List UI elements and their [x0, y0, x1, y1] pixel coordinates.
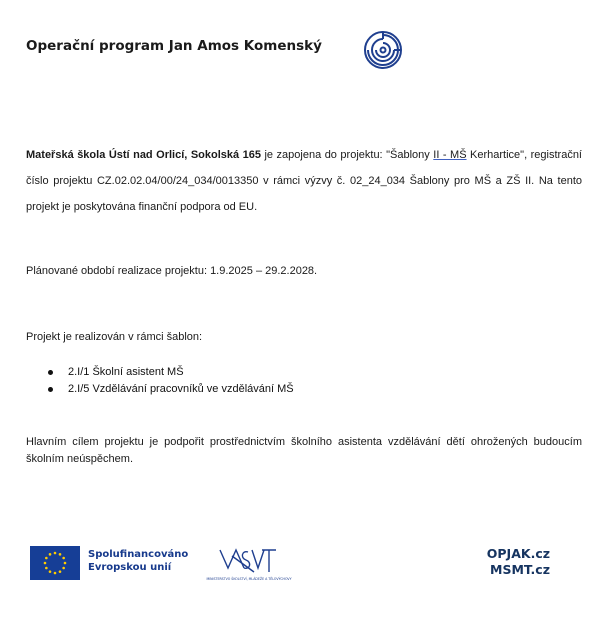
eu-star-icon	[54, 552, 57, 555]
eu-line-1: Spolufinancováno	[88, 549, 189, 560]
project-intro-paragraph	[26, 142, 582, 220]
op-jak-logo-icon	[358, 30, 408, 70]
eu-flag-icon	[30, 546, 80, 580]
eu-line-2: Evropskou unií	[88, 562, 172, 573]
intro-text-b: Kerhartice", registrační číslo projektu CZ.02.02.04/00/24_034/0013350 v rámci výzvy č. 02_24_034 Šablony pro MŠ a ZŠ II. Na tento projekt je poskytována finanční podpora od EU.	[26, 149, 582, 213]
intro-text-a: je zapojena do projektu: "Šablony	[260, 149, 434, 161]
project-goal-paragraph: Hlavním cílem projektu je podpořit prostřednictvím školního asistenta vzdělávání dětí ohrožených budoucím školním neúspěchem.	[26, 436, 582, 465]
eu-star-icon	[49, 570, 52, 573]
eu-star-icon	[59, 570, 62, 573]
list-item: 2.I/5 Vzdělávání pracovníků ve vzdělávání MŠ	[46, 381, 294, 398]
realization-period-paragraph: Plánované období realizace projektu: 1.9.2025 – 29.2.2028.	[26, 265, 318, 277]
opjak-link[interactable]: OPJAK.cz	[486, 546, 550, 561]
eu-star-icon	[49, 553, 52, 556]
eu-star-icon	[59, 553, 62, 556]
document-footer	[0, 540, 600, 590]
templates-intro-paragraph: Projekt je realizován v rámci šablon:	[26, 331, 203, 343]
templates-list	[46, 364, 294, 398]
footer-links	[487, 546, 550, 578]
eu-star-icon	[62, 557, 65, 560]
list-item: 2.I/1 Školní asistent MŠ	[46, 364, 294, 381]
eu-star-icon	[45, 557, 48, 560]
document-header	[26, 30, 586, 70]
eu-star-icon	[54, 572, 57, 575]
eu-star-icon	[45, 567, 48, 570]
underlined-template-name: II - MŠ	[433, 149, 467, 161]
eu-star-icon	[44, 562, 47, 565]
msmt-link[interactable]: MSMT.cz	[490, 562, 550, 577]
msmt-logo-icon	[206, 542, 292, 586]
eu-star-icon	[62, 567, 65, 570]
header-title: Operační program Jan Amos Komenský	[26, 38, 322, 54]
msmt-caption: MINISTERSTVO ŠKOLSTVÍ, MLÁDEŽE A TĚLOVÝCHOVY	[206, 577, 292, 581]
eu-star-icon	[64, 562, 67, 565]
school-name: Mateřská škola Ústí nad Orlicí, Sokolská 165	[26, 149, 261, 161]
eu-cofinanced-label	[88, 548, 188, 574]
